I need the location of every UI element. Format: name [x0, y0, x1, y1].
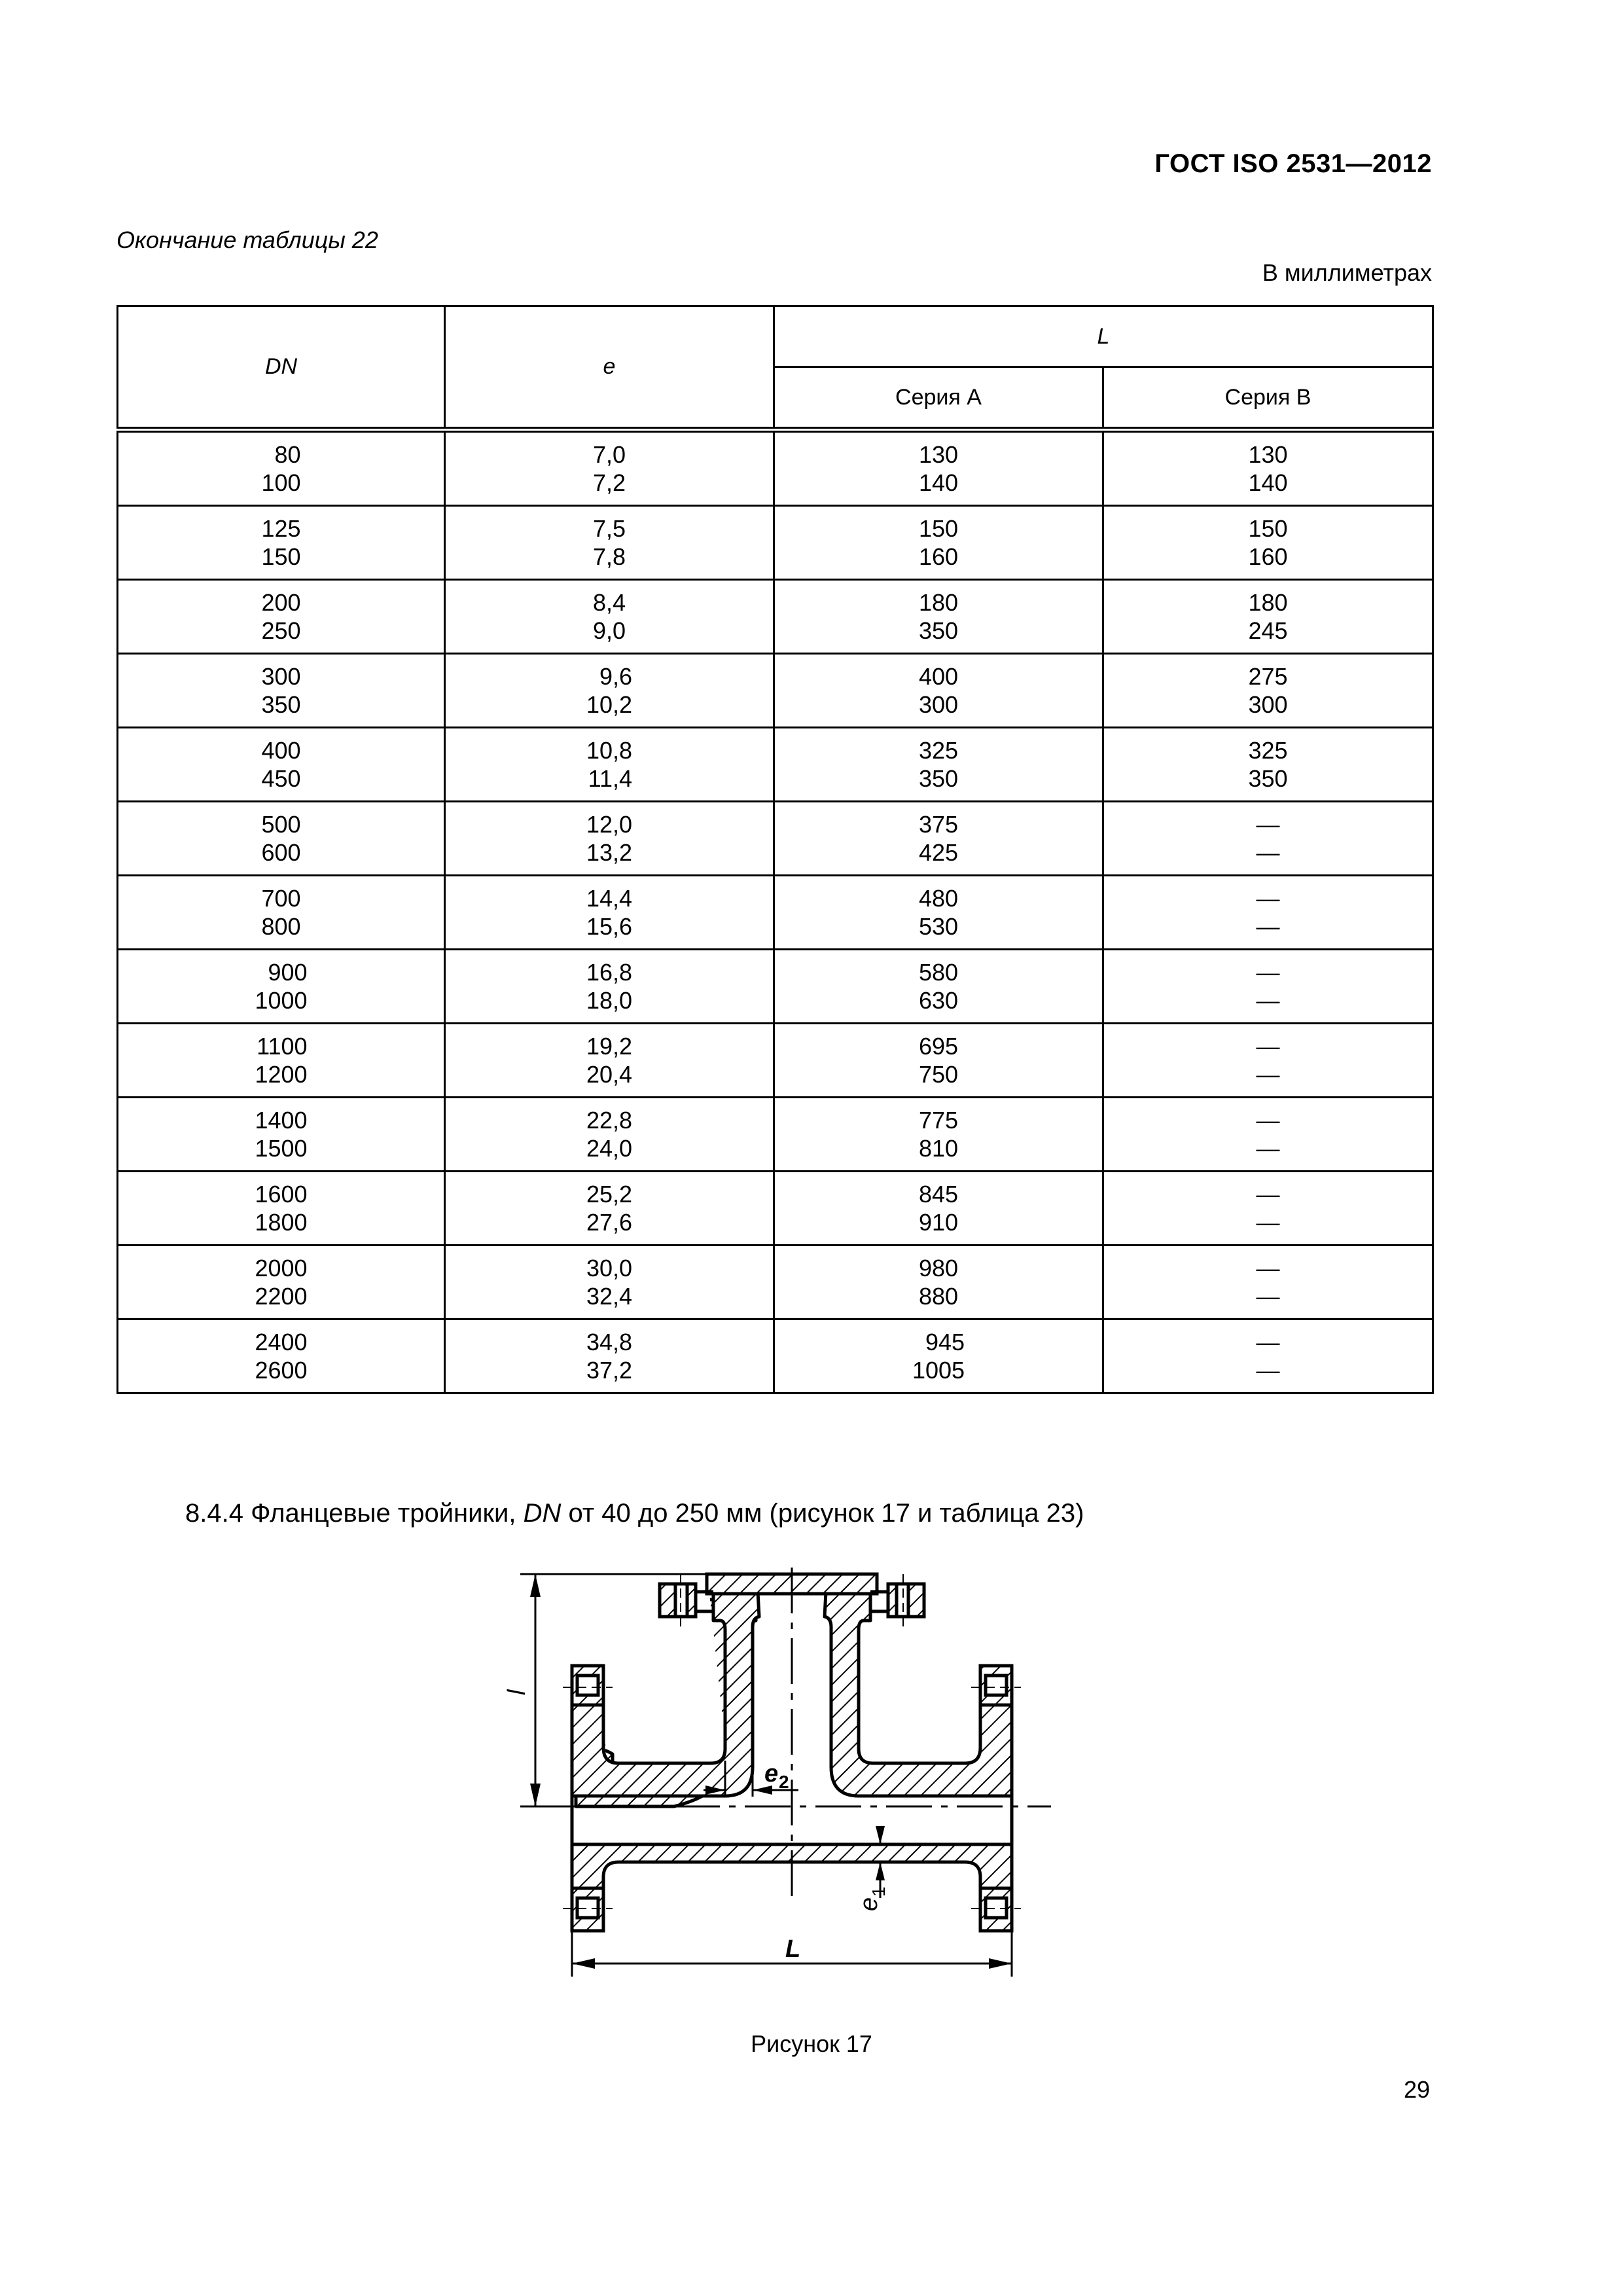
- cell-series-a-value: 350: [918, 617, 959, 644]
- cell-dn-value: 1100: [257, 1033, 308, 1060]
- cell-series-a-value: 300: [918, 691, 959, 718]
- cell-dn-value: 600: [261, 839, 301, 866]
- cell-e-value: 7,0: [592, 441, 626, 468]
- cell-dn-value: 1600: [255, 1181, 308, 1208]
- cell-dn-value: 1800: [255, 1209, 308, 1236]
- cell-series-b-value: 275: [1248, 663, 1288, 690]
- cell-series-a-value: 375: [918, 811, 959, 838]
- cell-series-b-value: 325: [1248, 737, 1288, 764]
- cell-series-b-value: —: [1256, 913, 1280, 940]
- cell-series-b-value: —: [1256, 1255, 1280, 1282]
- cell-e-value: 14,4: [586, 885, 633, 912]
- cell-series-a-value: 325: [918, 737, 959, 764]
- cell-series-a-value: 140: [918, 469, 959, 496]
- cell-series-a-value: 695: [918, 1033, 959, 1060]
- cell-series-a-value: 530: [918, 913, 959, 940]
- cell-series-b-value: 245: [1248, 617, 1288, 644]
- cell-e-value: 18,0: [586, 987, 633, 1014]
- header-L: L: [774, 306, 1433, 367]
- cell-e-value: 16,8: [586, 959, 633, 986]
- cell-series-b-value: 350: [1248, 765, 1288, 792]
- cell-e-value: 11,4: [588, 765, 633, 792]
- cell-dn-value: 2000: [255, 1255, 308, 1282]
- cell-series-b-value: —: [1256, 885, 1280, 912]
- cell-dn-value: 100: [261, 469, 301, 496]
- cell-dn-value: 350: [261, 691, 301, 718]
- cell-series-b-value: —: [1256, 1033, 1280, 1060]
- cell-e-value: 7,2: [592, 469, 626, 496]
- cell-series-a-value: 980: [918, 1255, 959, 1282]
- header-series-b: Серия В: [1103, 367, 1433, 430]
- document-header: ГОСТ ISO 2531—2012: [1154, 149, 1432, 178]
- label-L: L: [785, 1935, 801, 1963]
- cell-dn-value: 400: [261, 737, 301, 764]
- cell-series-b-value: —: [1256, 1135, 1280, 1162]
- cell-dn-value: 125: [261, 515, 301, 542]
- header-dn: DN: [118, 306, 445, 430]
- cell-series-a-value: 880: [918, 1283, 959, 1310]
- cell-series-b-value: —: [1256, 839, 1280, 866]
- cell-e-value: 24,0: [586, 1135, 633, 1162]
- units-note: В миллиметрах: [1262, 259, 1432, 286]
- cell-dn-value: 1400: [255, 1107, 308, 1134]
- cell-dn-value: 900: [268, 959, 308, 986]
- cell-series-a-value: 845: [918, 1181, 959, 1208]
- cell-series-b-value: 150: [1248, 515, 1288, 542]
- clause-prefix: 8.4.4 Фланцевые тройники,: [185, 1499, 524, 1528]
- cell-e-value: 10,2: [586, 691, 633, 718]
- cell-series-b-value: —: [1256, 1209, 1280, 1236]
- cell-series-a-value: 160: [918, 543, 959, 570]
- cell-series-b-value: 300: [1248, 691, 1288, 718]
- cell-e-value: 13,2: [586, 839, 633, 866]
- cell-series-b-value: —: [1256, 1329, 1280, 1355]
- header-series-a: Серия А: [774, 367, 1103, 430]
- cell-dn-value: 200: [261, 589, 301, 616]
- cell-series-b-value: 160: [1248, 543, 1288, 570]
- cell-dn-value: 800: [261, 913, 301, 940]
- header-e: e: [445, 306, 774, 430]
- cell-series-b-value: —: [1256, 987, 1280, 1014]
- cell-dn-value: 250: [261, 617, 301, 644]
- cell-series-a-value: 180: [918, 589, 959, 616]
- cell-series-a-value: 910: [918, 1209, 959, 1236]
- cell-e-value: 30,0: [586, 1255, 633, 1282]
- cell-e-value: 19,2: [586, 1033, 633, 1060]
- cell-dn-value: 500: [261, 811, 301, 838]
- cell-e-value: 9,0: [592, 617, 626, 644]
- cell-series-b-value: 180: [1248, 589, 1288, 616]
- cell-dn-value: 2600: [255, 1357, 308, 1384]
- cell-dn-value: 450: [261, 765, 301, 792]
- cell-e-value: 27,6: [586, 1209, 633, 1236]
- label-l: l: [503, 1689, 531, 1695]
- cell-e-value: 7,8: [592, 543, 626, 570]
- cell-series-a-value: 750: [918, 1061, 959, 1088]
- table-caption: Окончание таблицы 22: [116, 226, 378, 253]
- cell-e-value: 12,0: [586, 811, 633, 838]
- clause-suffix: от 40 до 250 мм (рисунок 17 и таблица 23): [561, 1499, 1084, 1528]
- cell-dn-value: 700: [261, 885, 301, 912]
- cell-series-b-value: 140: [1248, 469, 1288, 496]
- cell-e-value: 8,4: [592, 589, 626, 616]
- cell-series-a-value: 350: [918, 765, 959, 792]
- cell-series-b-value: —: [1256, 1181, 1280, 1208]
- cell-series-b-value: —: [1256, 811, 1280, 838]
- label-e2-sub: 2: [779, 1772, 789, 1792]
- cell-series-b-value: —: [1256, 1283, 1280, 1310]
- cell-e-value: 22,8: [586, 1107, 633, 1134]
- cell-series-a-value: 580: [918, 959, 959, 986]
- cell-series-b-value: —: [1256, 1357, 1280, 1384]
- cell-dn-value: 2400: [255, 1329, 308, 1355]
- cell-dn-value: 2200: [255, 1283, 308, 1310]
- page-number: 29: [1403, 2076, 1430, 2103]
- cell-dn-value: 150: [261, 543, 301, 570]
- cell-series-a-value: 425: [918, 839, 959, 866]
- cell-e-value: 15,6: [586, 913, 633, 940]
- cell-series-a-value: 130: [918, 441, 959, 468]
- cell-e-value: 34,8: [586, 1329, 633, 1355]
- cell-dn-value: 80: [274, 441, 301, 468]
- label-e1-sub: 1: [868, 1886, 889, 1897]
- cell-series-b-value: —: [1256, 1107, 1280, 1134]
- cell-series-b-value: 130: [1248, 441, 1288, 468]
- cell-dn-value: 1200: [255, 1061, 308, 1088]
- cell-series-a-value: 400: [918, 663, 959, 690]
- cell-series-a-value: 480: [918, 885, 959, 912]
- cell-series-b-value: —: [1256, 959, 1280, 986]
- cell-e-value: 37,2: [586, 1357, 633, 1384]
- cell-e-value: 20,4: [586, 1061, 633, 1088]
- cell-e-value: 32,4: [586, 1283, 633, 1310]
- clause-dn: DN: [523, 1499, 562, 1528]
- cell-dn-value: 1000: [255, 987, 308, 1014]
- cell-e-value: 9,6: [599, 663, 633, 690]
- cell-dn-value: 1500: [255, 1135, 308, 1162]
- cell-series-a-value: 945: [925, 1329, 965, 1355]
- cell-series-a-value: 150: [918, 515, 959, 542]
- cell-series-a-value: 630: [918, 987, 959, 1014]
- cell-series-b-value: —: [1256, 1061, 1280, 1088]
- cell-series-a-value: 1005: [912, 1357, 965, 1384]
- cell-e-value: 7,5: [592, 515, 626, 542]
- cell-e-value: 25,2: [586, 1181, 633, 1208]
- label-e2: e: [764, 1760, 779, 1787]
- cell-series-a-value: 810: [918, 1135, 959, 1162]
- cell-series-a-value: 775: [918, 1107, 959, 1134]
- cell-e-value: 10,8: [586, 737, 633, 764]
- cell-dn-value: 300: [261, 663, 301, 690]
- label-e1: e: [855, 1897, 883, 1911]
- figure-caption: Рисунок 17: [751, 2030, 872, 2057]
